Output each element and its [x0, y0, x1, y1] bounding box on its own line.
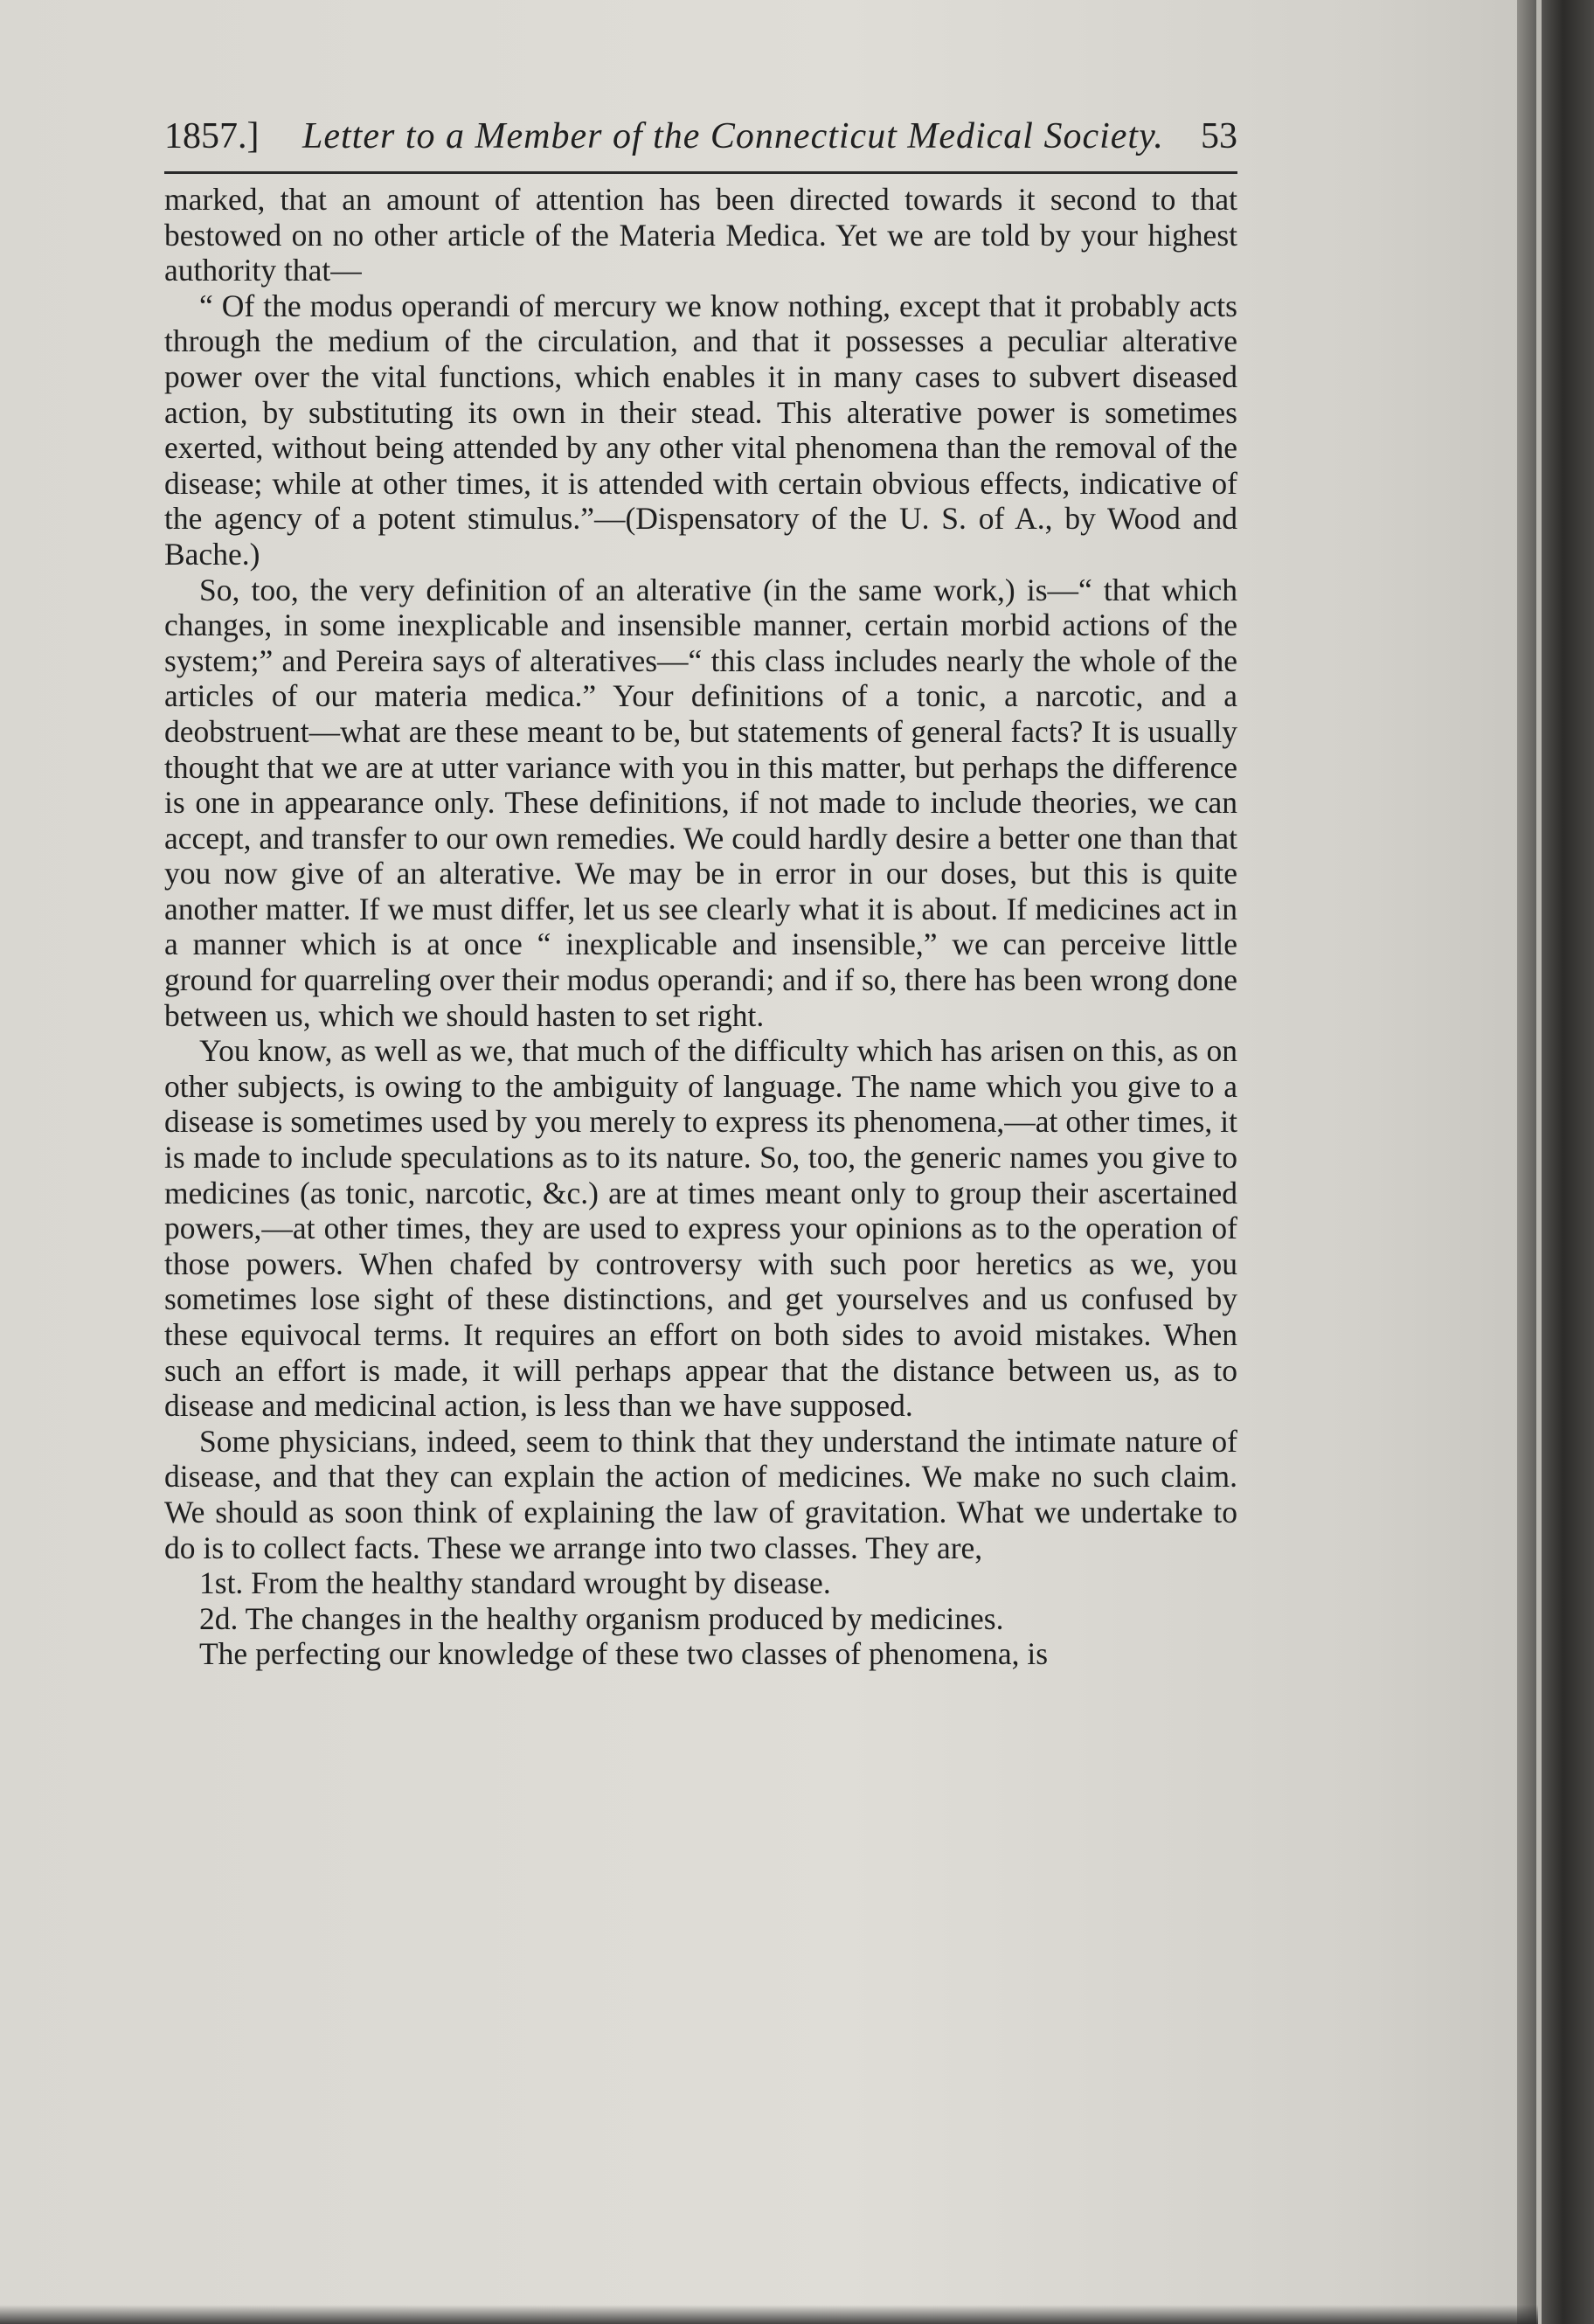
page-number: 53: [1201, 116, 1237, 156]
running-head: [164, 110, 1237, 163]
header-rule: [164, 171, 1237, 174]
running-head-year: 1857.]: [164, 116, 260, 156]
list-item-first-class: 1st. From the healthy standard wrought by disease.: [199, 1565, 831, 1601]
paragraph-continuation: marked, that an amount of attention has been directed towards it second to that bestowed on no other article of the Materia Medica. Yet we are told by your highest authority that—: [164, 182, 1237, 288]
list-item-second-class: 2d. The changes in the healthy organism produced by medicines.: [199, 1600, 1004, 1636]
running-head-title: Letter to a Member of the Connecticut Medical Society.: [302, 116, 1164, 156]
book-binding-edge: [1517, 0, 1594, 2324]
paragraph-alterative-definition: So, too, the very definition of an alterative (in the same work,) is—“ that which changes, in some inexplicable and insensible manner, certain morbid actions of the system;” and Pereira says of alteratives—“ this class includes nearly the whole of the articles of our materia medica.” Your definitions of a tonic, a narcotic, and a deobstruent—what are these meant to be, but statements of general facts? It is usually thought that we are at utter variance with you in this matter, but perhaps the difference is one in appearance only. These definitions, if not made to include theories, we can accept, and transfer to our own remedies. We could hardly desire a better one than that you now give of an alterative. We may be in error in our doses, but this is quite another matter. If we must differ, let us see clearly what it is about. If medicines act in a manner which is at once “ inexplicable and insensible,” we can perceive little ground for quarreling over their modus operandi; and if so, there has been wrong done between us, which we should hasten to set right.: [164, 572, 1237, 1033]
binding-highlight: [1536, 0, 1542, 2324]
paragraph-quotation: “ Of the modus operandi of mercury we know nothing, except that it probably acts through the medium of the circulation, and that it possesses a peculiar alterative power over the vital functions, which enables it in many cases to subvert diseased action, by substituting its own in their stead. This alterative power is sometimes exerted, without being attended by any other vital phenomena than the removal of the disease; while at other times, it is attended with certain obvious effects, indicative of the agency of a potent stimulus.”—(Dispensatory of the U. S. of A., by Wood and Bache.): [164, 288, 1237, 572]
body-text: [164, 182, 1237, 1672]
paragraph-collect-facts: Some physicians, indeed, seem to think that they understand the intimate nature of disease, and that they can explain the action of medicines. We make no such claim. We should as soon think of explaining the law of gravitation. What we undertake to do is to collect facts. These we arrange into two classes. They are,: [164, 1423, 1237, 1565]
paragraph-final-line: The perfecting our knowledge of these two classes of phenomena, is: [199, 1636, 1049, 1672]
page-bottom-shadow: [0, 2305, 1538, 2324]
paragraph-ambiguity-of-language: You know, as well as we, that much of the difficulty which has arisen on this, as on other subjects, is owing to the ambiguity of language. The name which you give to a disease is sometimes used by you merely to express its phenomena,—at other times, it is made to include speculations as to its nature. So, too, the generic names you give to medicines (as tonic, narcotic, &c.) are at times meant only to group their ascertained powers,—at other times, they are used to express your opinions as to the operation of those powers. When chafed by controversy with such poor heretics as we, you sometimes lose sight of these distinctions, and get yourselves and us confused by these equivocal terms. It requires an effort on both sides to avoid mistakes. When such an effort is made, it will perhaps appear that the distance between us, as to disease and medicinal action, is less than we have supposed.: [164, 1033, 1237, 1424]
